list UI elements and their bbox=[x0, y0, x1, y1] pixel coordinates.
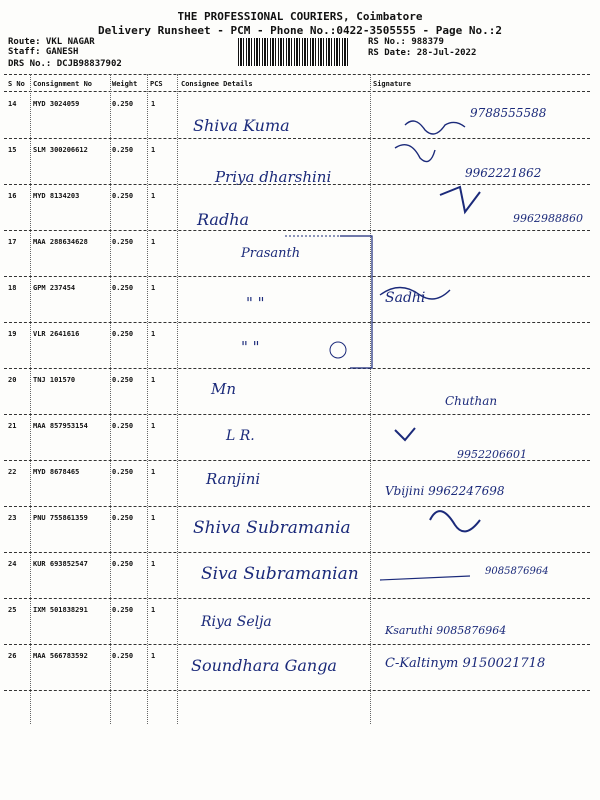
row-weight: 0.250 bbox=[112, 146, 134, 154]
row-weight: 0.250 bbox=[112, 192, 134, 200]
row-sno: 24 bbox=[8, 560, 17, 568]
row-pcs: 1 bbox=[151, 560, 156, 568]
row-sno: 21 bbox=[8, 422, 17, 430]
row-consignee-handwriting: Mn bbox=[211, 380, 237, 398]
row-pcs: 1 bbox=[151, 468, 156, 476]
row-sno: 15 bbox=[8, 146, 17, 154]
col-consignment: Consignment No bbox=[33, 80, 93, 88]
row-consignee-handwriting: Radha bbox=[197, 210, 250, 229]
row-sno: 14 bbox=[8, 100, 17, 108]
col-consignee: Consignee Details bbox=[181, 80, 253, 88]
row-consignment-no: VLR 2641616 bbox=[33, 330, 80, 338]
row-sno: 25 bbox=[8, 606, 17, 614]
row-signature-handwriting: 9788555588 bbox=[470, 106, 547, 120]
row-pcs: 1 bbox=[151, 284, 156, 292]
row-consignment-no: PNU 755861359 bbox=[33, 514, 88, 522]
rs-number: RS No.: 988379 bbox=[368, 37, 444, 47]
row-weight: 0.250 bbox=[112, 100, 134, 108]
row-pcs: 1 bbox=[151, 606, 156, 614]
staff-label: Staff: GANESH bbox=[8, 47, 79, 57]
row-consignee-handwriting: Shiva Subramania bbox=[193, 518, 351, 538]
row-pcs: 1 bbox=[151, 100, 156, 108]
document-subtitle: Delivery Runsheet - PCM - Phone No.:0422-3505555 - Page No.:2 bbox=[98, 24, 502, 37]
row-consignment-no: MAA 566783592 bbox=[33, 652, 88, 660]
col-pcs: PCS bbox=[150, 80, 163, 88]
row-weight: 0.250 bbox=[112, 284, 134, 292]
row-consignee-handwriting: " " bbox=[246, 294, 265, 312]
row-weight: 0.250 bbox=[112, 468, 134, 476]
col-sno: S No bbox=[8, 80, 25, 88]
route-label: Route: VKL NAGAR bbox=[8, 37, 95, 47]
row-weight: 0.250 bbox=[112, 330, 134, 338]
row-sno: 16 bbox=[8, 192, 17, 200]
row-consignment-no: IXM 501838291 bbox=[33, 606, 88, 614]
row-pcs: 1 bbox=[151, 422, 156, 430]
rs-date: RS Date: 28-Jul-2022 bbox=[368, 48, 477, 58]
row-sno: 17 bbox=[8, 238, 17, 246]
row-consignment-no: MYD 8678465 bbox=[33, 468, 80, 476]
row-weight: 0.250 bbox=[112, 606, 134, 614]
row-signature-handwriting: 9962988860 bbox=[513, 212, 583, 225]
row-consignee-handwriting: L R. bbox=[226, 428, 255, 444]
row-consignee-handwriting: Soundhara Ganga bbox=[191, 656, 337, 675]
row-weight: 0.250 bbox=[112, 422, 134, 430]
row-weight: 0.250 bbox=[112, 560, 134, 568]
row-weight: 0.250 bbox=[112, 376, 134, 384]
row-signature-handwriting: 9085876964 bbox=[485, 566, 549, 577]
row-signature-handwriting: Ksaruthi 9085876964 bbox=[385, 624, 507, 637]
row-pcs: 1 bbox=[151, 192, 156, 200]
row-weight: 0.250 bbox=[112, 238, 134, 246]
row-consignee-handwriting: Prasanth bbox=[241, 246, 301, 261]
row-pcs: 1 bbox=[151, 514, 156, 522]
row-sno: 20 bbox=[8, 376, 17, 384]
row-signature-handwriting: 9962221862 bbox=[465, 166, 542, 180]
row-sno: 22 bbox=[8, 468, 17, 476]
row-pcs: 1 bbox=[151, 330, 156, 338]
row-sno: 18 bbox=[8, 284, 17, 292]
row-consignment-no: GPM 237454 bbox=[33, 284, 76, 292]
row-consignment-no: SLM 300206612 bbox=[33, 146, 88, 154]
row-signature-handwriting: Vbijini 9962247698 bbox=[385, 484, 505, 498]
row-consignee-handwriting: Riya Selja bbox=[201, 614, 272, 630]
row-sno: 26 bbox=[8, 652, 17, 660]
col-signature: Signature bbox=[373, 80, 411, 88]
row-consignee-handwriting: Ranjini bbox=[206, 470, 261, 488]
row-signature-handwriting: Sadhi bbox=[385, 290, 426, 306]
row-pcs: 1 bbox=[151, 376, 156, 384]
row-weight: 0.250 bbox=[112, 652, 134, 660]
row-consignment-no: MYD 3024059 bbox=[33, 100, 80, 108]
row-sno: 19 bbox=[8, 330, 17, 338]
row-signature-handwriting: Chuthan bbox=[445, 394, 498, 408]
row-sno: 23 bbox=[8, 514, 17, 522]
row-pcs: 1 bbox=[151, 652, 156, 660]
row-consignee-handwriting: Shiva Kuma bbox=[193, 116, 290, 135]
row-weight: 0.250 bbox=[112, 514, 134, 522]
row-pcs: 1 bbox=[151, 146, 156, 154]
row-signature-handwriting: 9952206601 bbox=[457, 448, 527, 461]
row-consignment-no: MAA 288634628 bbox=[33, 238, 88, 246]
row-signature-handwriting: C-Kaltinym 9150021718 bbox=[385, 656, 546, 671]
row-consignment-no: KUR 693852547 bbox=[33, 560, 88, 568]
row-consignment-no: MAA 857953154 bbox=[33, 422, 88, 430]
row-consignee-handwriting: Priya dharshini bbox=[215, 168, 332, 186]
drs-number: DRS No.: DCJB98837902 bbox=[8, 59, 122, 69]
row-pcs: 1 bbox=[151, 238, 156, 246]
document-title: THE PROFESSIONAL COURIERS, Coimbatore bbox=[177, 10, 423, 23]
row-consignment-no: MYD 8134203 bbox=[33, 192, 80, 200]
row-consignment-no: TNJ 101570 bbox=[33, 376, 76, 384]
row-consignee-handwriting: Siva Subramanian bbox=[201, 564, 359, 584]
col-weight: Weight bbox=[112, 80, 138, 88]
row-consignee-handwriting: " " bbox=[241, 338, 260, 356]
